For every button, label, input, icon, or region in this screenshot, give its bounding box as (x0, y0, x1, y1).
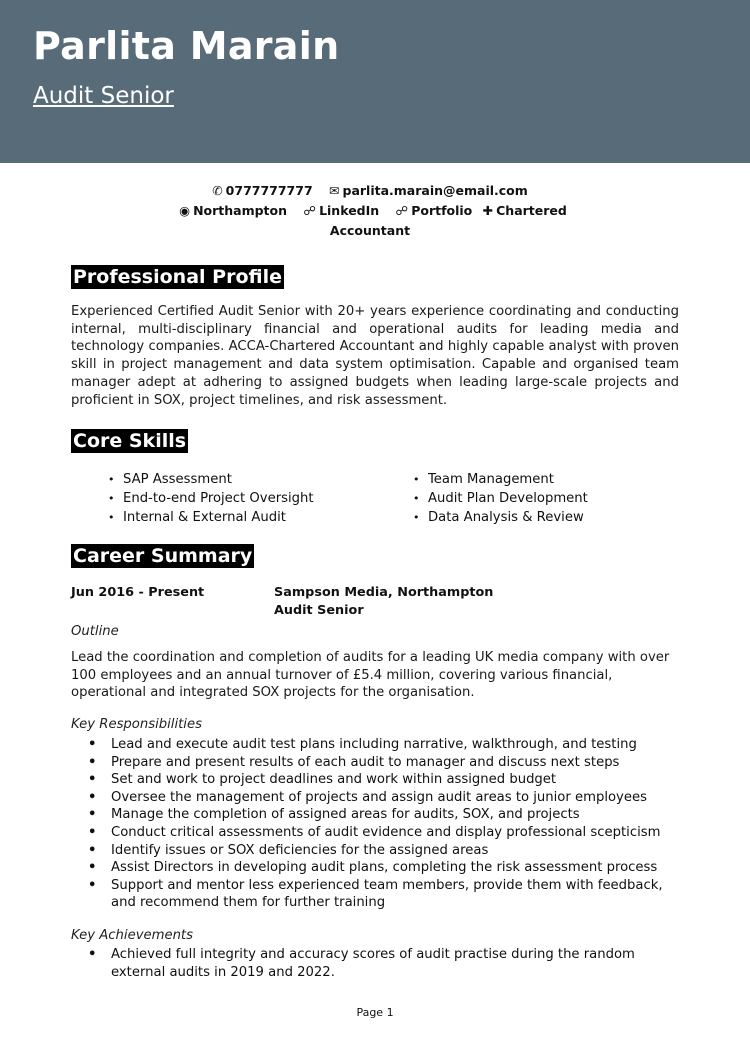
list-item: • Lead and execute audit test plans including narrative, walkthrough, and testing (88, 736, 683, 754)
plus-icon: ✚ (482, 203, 494, 218)
list-item: • Assist Directors in developing audit plans, completing the risk assessment process (88, 859, 683, 877)
career-heading: Career Summary (73, 545, 253, 567)
skills-heading: Core Skills (73, 430, 187, 452)
list-item: • Identify issues or SOX deficiencies for the assigned areas (88, 842, 683, 860)
email-text[interactable]: parlita.marain@email.com (342, 183, 528, 198)
contact-email[interactable] (329, 183, 528, 198)
list-item: • Prepare and present results of each audit to manager and discuss next steps (88, 754, 683, 772)
profile-heading: Professional Profile (73, 266, 282, 288)
skill-item: • End-to-end Project Oversight (108, 489, 413, 508)
contact-phone (212, 183, 317, 198)
role-date: Jun 2016 - Present (71, 585, 205, 600)
phone-icon: ✆ (212, 183, 223, 198)
job-title: Audit Senior (33, 83, 174, 109)
profile-text: Experienced Certified Audit Senior with 20+ years experience coordinating and conducting internal, multi-disciplinary financial and operational audits for leading media and technology companies. ACCA-Chartered Accountant and highly capable analyst with proven skill in project management and data system optimisation. Capable and organised team manager adept at adhering to assigned budgets when leading large-scale projects and proficient in SOX, project timelines, and risk assessment. (71, 304, 679, 408)
page-number: Page 1 (356, 1006, 394, 1019)
skills-column-left (108, 470, 413, 527)
link-icon: ☍ (395, 203, 409, 218)
skill-item: • Audit Plan Development (413, 489, 613, 508)
certification-text: Chartered Accountant (329, 203, 567, 238)
contact-info (150, 181, 590, 241)
location-text: Northampton (193, 203, 288, 218)
contact-portfolio[interactable] (396, 203, 477, 218)
achievements-list (88, 946, 683, 981)
list-item: • Support and mentor less experienced team members, provide them with feedback, and recommend them for further training (88, 877, 683, 912)
responsibilities-list (88, 736, 683, 912)
skill-item: • SAP Assessment (108, 470, 413, 489)
skills-column-right (413, 470, 613, 527)
list-item: • Manage the completion of assigned areas for audits, SOX, and projects (88, 806, 683, 824)
header-banner (0, 0, 750, 163)
skills-list (108, 470, 628, 527)
skill-item: • Data Analysis & Review (413, 508, 613, 527)
envelope-icon: ✉ (329, 183, 340, 198)
role-position: Audit Senior (274, 603, 364, 618)
outline-label: Outline (71, 624, 119, 639)
skill-item: • Team Management (413, 470, 613, 489)
contact-location (179, 203, 291, 218)
candidate-name: Parlita Marain (33, 24, 340, 68)
portfolio-link[interactable]: Portfolio (411, 203, 473, 218)
role-company: Sampson Media, Northampton (274, 585, 494, 600)
list-item: • Conduct critical assessments of audit evidence and display professional scepticism (88, 824, 683, 842)
linkedin-link[interactable]: LinkedIn (319, 203, 380, 218)
outline-text: Lead the coordination and completion of audits for a leading UK media company with over 100 employees and an annual turnover of £5.4 million, covering various financial, operational and integrated SOX projects for the organisation. (71, 650, 670, 701)
skill-item: • Internal & External Audit (108, 508, 413, 527)
globe-icon: ◉ (179, 203, 191, 218)
list-item: • Achieved full integrity and accuracy scores of audit practise during the random external audits in 2019 and 2022. (88, 946, 683, 981)
list-item: • Set and work to project deadlines and work within assigned budget (88, 771, 683, 789)
phone-text: 0777777777 (225, 183, 313, 198)
responsibilities-label: Key Responsibilities (71, 717, 202, 732)
list-item: • Oversee the management of projects and assign audit areas to junior employees (88, 789, 683, 807)
achievements-label: Key Achievements (71, 928, 193, 943)
link-icon: ☍ (303, 203, 317, 218)
contact-linkedin[interactable] (303, 203, 383, 218)
